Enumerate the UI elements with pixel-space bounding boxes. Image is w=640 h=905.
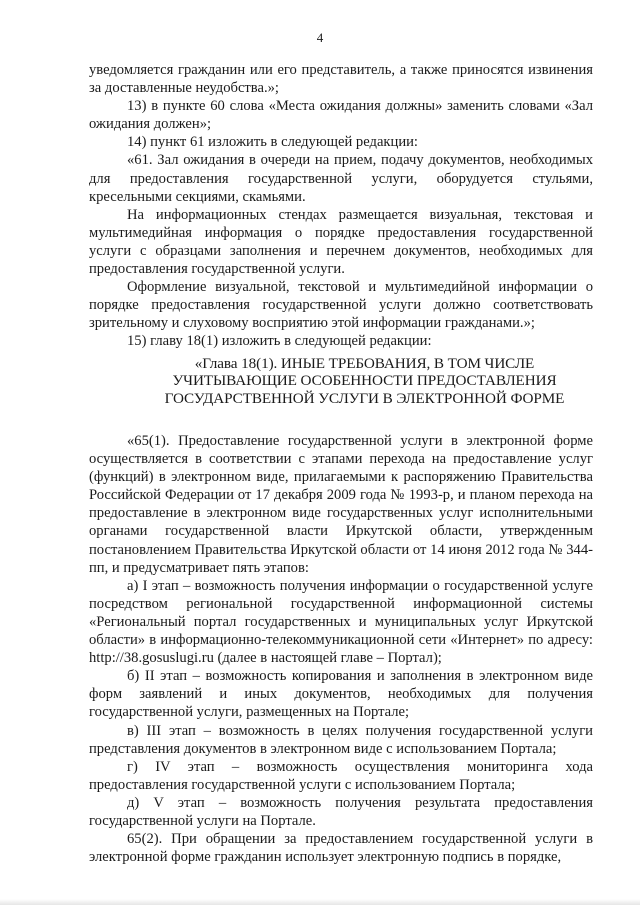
paragraph-stage-d: д) V этап – возможность получения результата предоставления государственной услуги на Портале. [89, 794, 593, 829]
paragraph-item-13: 13) в пункте 60 слова «Места ожидания должны» заменить словами «Зал ожидания должен»; [89, 98, 593, 133]
paragraph-65-2: 65(2). При обращении за предоставлением государственной услуги в электронной форме гражданин использует электронную подпись в порядке, [89, 831, 593, 866]
paragraph-info-stands: На информационных стендах размещается визуальная, текстовая и мультимедийная информация о порядке предоставления государственной услуги с образцами заполнения и перечнем документов, необходимых для предоставления государственной услуги. [89, 206, 593, 278]
chapter-heading-line: ГОСУДАРСТВЕННОЙ УСЛУГИ В ЭЛЕКТРОННОЙ ФОРМЕ [164, 389, 565, 407]
page-bottom-edge [0, 899, 640, 905]
paragraph-stage-a: а) I этап – возможность получения информации о государственной услуге посредством региональной государственной информационной системы «Региональный портал государственных и муниципальных услуг Иркутской области» в информационно-телекоммуникационной сети «Интернет» по адресу: http://38.gosuslugi.ru (далее в настоящей главе – Портал); [89, 577, 593, 667]
paragraph-continuation: уведомляется гражданин или его представитель, а также приносятся извинения за доставленные неудобства.»; [89, 62, 593, 97]
page-number: 4 [316, 30, 324, 45]
paragraph-item-14: 14) пункт 61 изложить в следующей редакции: [127, 134, 418, 151]
paragraph-stage-g: г) IV этап – возможность осуществления мониторинга хода предоставления государственной услуги с использованием Портала; [89, 758, 593, 793]
paragraph-stage-b: б) II этап – возможность копирования и заполнения в электронном виде форм заявлений и иных документов, необходимых для получения государственной услуги, размещенных на Портале; [89, 668, 593, 721]
document-body [89, 61, 593, 866]
paragraph-point-61: «61. Зал ожидания в очереди на прием, подачу документов, необходимых для предоставления государственной услуги, оборудуется стульями, кресельными секциями, скамьями. [89, 152, 593, 205]
chapter-heading [89, 355, 592, 408]
chapter-heading-line: «Глава 18(1). ИНЫЕ ТРЕБОВАНИЯ, В ТОМ ЧИСЛЕ [194, 354, 535, 372]
chapter-heading-line: УЧИТЫВАЮЩИЕ ОСОБЕННОСТИ ПРЕДОСТАВЛЕНИЯ [172, 372, 557, 389]
heading-spacer [89, 407, 593, 432]
paragraph-item-15: 15) главу 18(1) изложить в следующей редакции: [127, 333, 432, 350]
paragraph-65-1: «65(1). Предоставление государственной услуги в электронной форме осуществляется в соответствии с этапами перехода на предоставление услуг (функций) в электронном виде, прилагаемыми к распоряжению Правительства Российской Федерации от 17 декабря 2009 года № 1993-р, и планом перехода на предоставление в электронном виде государственных услуг исполнительными органами государственной власти Иркутской области, утвержденным постановлением Правительства Иркутской области от 14 июня 2012 года № 344-пп, и предусматривает пять этапов: [89, 433, 593, 576]
paragraph-info-design: Оформление визуальной, текстовой и мультимедийной информации о порядке предоставления государственной услуги должно соответствовать зрительному и слуховому восприятию этой информации гражданами.»; [89, 279, 593, 332]
paragraph-stage-v: в) III этап – возможность в целях получения государственной услуги представления документов в электронном виде с использованием Портала; [89, 722, 593, 757]
